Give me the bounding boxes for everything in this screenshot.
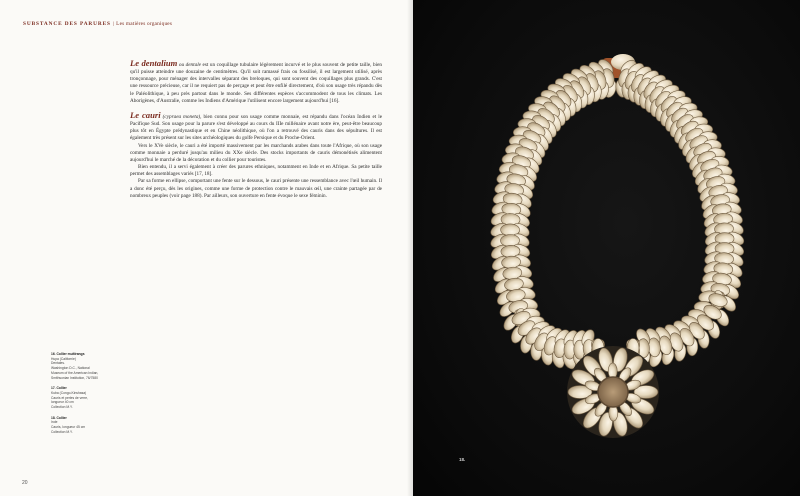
caption-line: Kuba (Congo-Kinshasa)	[51, 390, 87, 395]
caption-line: Dentales.	[51, 361, 65, 366]
caption-line: Collection M.Y.	[51, 405, 73, 410]
paragraph-symbolism: Par sa forme en ellipse, comportant une fente sur le dessous, le cauri présente une ressemblance avec l'œil humain. Il a donc été perçu, dès les origines, comme une forme de protection contre le mauvais œil, une crainte partagée par de nombreux peuples (voir page 188). Par ailleurs, son ouverture en fente évoque le sexe féminin.	[130, 178, 382, 199]
lead-cauri: Le cauri	[130, 109, 161, 120]
cauri-latin: (cypraea moneta)	[160, 113, 201, 120]
running-head-separator: |	[112, 21, 115, 27]
caption-18	[51, 416, 121, 435]
caption-line: longueur 40 cm	[51, 400, 74, 405]
captions	[51, 352, 121, 441]
caption-line: Inde	[51, 420, 58, 425]
caption-line: Cauris et perles de verre,	[51, 395, 89, 400]
caption-number: 17. Collier	[51, 386, 67, 391]
caption-number: 16. Collier multirangs	[51, 352, 85, 356]
running-head	[23, 21, 172, 27]
caption-line: Hupa (Californie)	[51, 356, 76, 361]
body-text	[130, 60, 382, 200]
caption-line: Cauris, longueur 45 cm	[51, 425, 86, 430]
cowrie-shells	[488, 57, 746, 371]
paragraph-cauri	[130, 109, 382, 143]
paragraph-trade: Vers le XVe siècle, le cauri a été importé massivement par les marchands arabes dans toute l'Afrique, où son usage comme monnaie a perduré jusqu'au milieu du XXe siècle. Des stocks importants de cauris démonétisés alimentent aujourd'hui le marché de la décoration et du collier pour touristes.	[130, 142, 382, 163]
caption-number: 18. Collier	[51, 415, 67, 420]
page-number: 20	[22, 480, 28, 486]
caption-line: Museum of the American Indian,	[51, 370, 99, 375]
plate-number: 18.	[459, 457, 466, 462]
caption-line: Smithsonian Institution, 76/7580	[51, 375, 98, 380]
dentalium-body: est un coquillage tubulaire légèrement incurvé et le plus souvent de petite taille, bien qu'il puisse atteindre une douzaine de centimètres. Qu'il soit ramassé frais ou fossilisé, il est largement utilisé, après tronçonnage, pour ménager des intervalles séparant des breloques, qui sont souvent des coquillages plus grands. C'est une ressource précieuse, car il ne requiert pas de perçage et peut être enfilé directement, d'où son usage très répandu dès le Paléolithique, à peu près partout dans le monde. Ses différentes espèces s'accommodent de tous les climats. Les Aborigènes, d'Australie, comme les Indiens d'Amérique l'utilisent encore largement aujourd'hui [16].	[130, 62, 382, 104]
caption-line: Collection M.Y.	[51, 429, 73, 434]
cowrie-rosette-pendant	[567, 346, 659, 438]
right-page	[413, 0, 800, 496]
cauri-body: , bien connu pour son usage comme monnaie, est répandu dans l'océan Indien et le Pacifique Sud. Son usage pour la parure s'est développé au cours du IIIe millénaire avant notre ère, peut-être beaucoup plus tôt en Égypte prédynastique et en Chine néolithique, où l'on a retrouvé des cauris dans des sépultures. Il est également très présent sur les sites archéologiques du golfe Persique et du Proche-Orient.	[130, 113, 382, 142]
caption-line: Washington D.C., National	[51, 366, 90, 371]
paragraph-ethnic: Bien entendu, il a servi également à créer des parures ethniques, notamment en Inde et en Afrique. Sa petite taille permet des assemblages variés [17, 18].	[130, 164, 382, 178]
running-head-subsection: Les matières organiques	[116, 21, 173, 27]
caption-16	[51, 352, 121, 380]
lead-dentalium: Le dentalium	[130, 58, 178, 68]
dentalium-latin: ou dentale	[177, 62, 201, 68]
running-head-section: SUBSTANCE DES PARURES	[23, 21, 111, 27]
caption-17	[51, 386, 121, 410]
cowrie-necklace-photo	[413, 0, 800, 496]
paragraph-dentalium	[130, 60, 382, 105]
